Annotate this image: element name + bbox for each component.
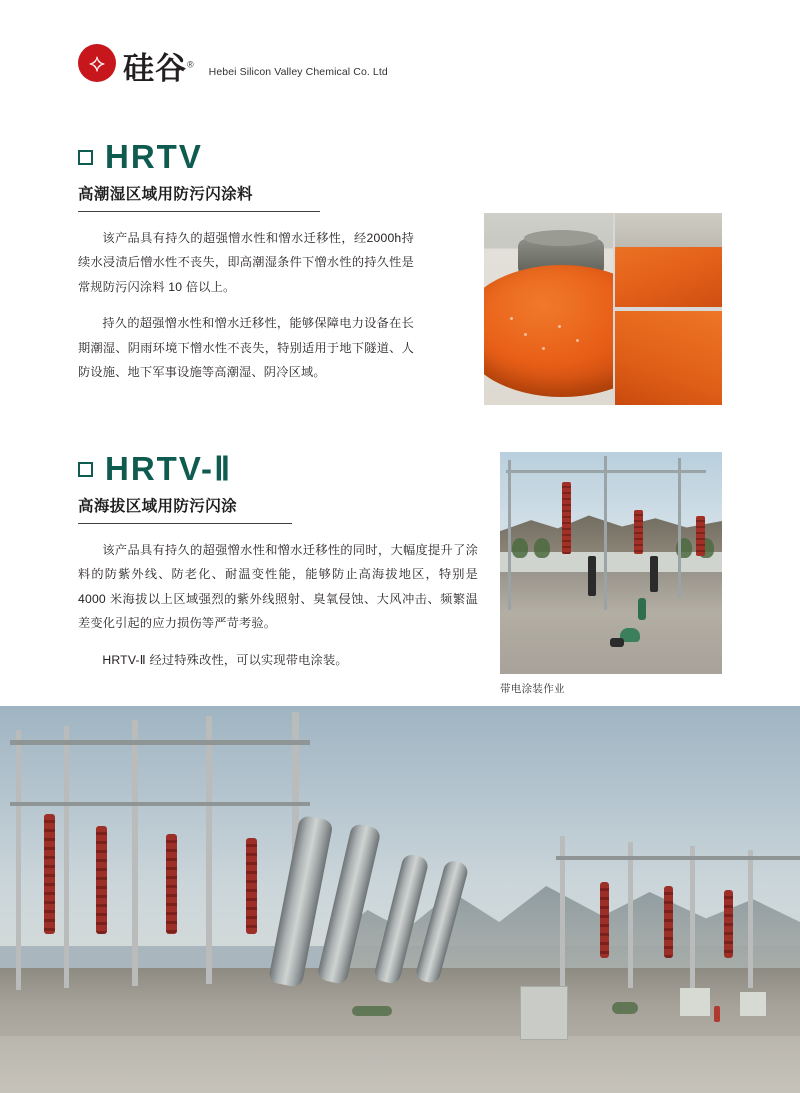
- red-insulator-column: [562, 482, 571, 554]
- registered-trademark-icon: ®: [187, 59, 195, 70]
- brand-header: [78, 44, 388, 86]
- steel-gantry-post: [206, 716, 212, 984]
- gantry-crossbeam: [10, 740, 310, 745]
- steel-gantry-post: [628, 842, 633, 988]
- water-droplet: [576, 339, 579, 342]
- red-insulator-column: [44, 814, 55, 934]
- black-bushing: [588, 556, 596, 596]
- section-hrtv2-subtitle: 高海拔区域用防污闪涂: [78, 498, 238, 515]
- equipment-bag: [610, 638, 624, 647]
- red-insulator-column: [96, 826, 107, 934]
- red-insulator-column: [664, 886, 673, 958]
- water-droplet: [558, 325, 561, 328]
- steel-gantry-post: [604, 456, 607, 610]
- steel-gantry-post: [16, 730, 21, 990]
- water-droplet: [524, 333, 527, 336]
- black-bushing: [650, 556, 658, 592]
- tree: [512, 538, 528, 558]
- section-hrtv-paragraph-1: 该产品具有持久的超强憎水性和憎水迁移性，经2000h持续水浸渍后憎水性不丧失，即高潮湿条件下憎水性的持久性是常规防污闪涂料 10 倍以上。: [78, 231, 414, 294]
- steel-gantry-post: [64, 726, 69, 988]
- section-hrtv2-paragraph-1: 该产品具有持久的超强憎水性和憎水迁移性的同时，大幅度提升了涂料的防紫外线、防老化、耐温变性能，能够防止高海拔地区，特别是 4000 米海拔以上区域强烈的紫外线照射、臭氧侵蚀、大风冲击、频繁温差变化引起的应力损伤等严苛考验。: [78, 543, 478, 631]
- section-hrtv2: [78, 452, 478, 672]
- red-insulator-column: [724, 890, 733, 958]
- square-bullet-icon: [78, 150, 93, 165]
- company-name-cn: [123, 53, 195, 84]
- logo-glyph: ⟡: [88, 48, 106, 77]
- red-insulator-column: [600, 882, 609, 958]
- section-hrtv2-divider: [78, 523, 292, 524]
- gantry-crossbeam: [10, 802, 310, 806]
- company-name-cn-text: 硅谷: [123, 51, 187, 86]
- equipment-box: [680, 988, 710, 1016]
- substation-panorama-photo: [0, 706, 800, 1093]
- equipment-box: [740, 992, 766, 1016]
- water-droplet: [510, 317, 513, 320]
- access-road: [0, 1036, 800, 1093]
- section-hrtv-title-row: [78, 140, 414, 173]
- section-hrtv-title: HRTV: [105, 138, 203, 175]
- shrub: [352, 1006, 392, 1016]
- red-insulator-column: [634, 510, 643, 554]
- red-insulator-column: [246, 838, 257, 934]
- square-bullet-icon: [78, 462, 93, 477]
- red-insulator-column: [166, 834, 177, 934]
- insulator-closeup: [484, 213, 613, 405]
- ground-region: [500, 572, 722, 674]
- company-name-en: Hebei Silicon Valley Chemical Co. Ltd: [208, 66, 388, 78]
- section-hrtv: [78, 140, 414, 384]
- section-hrtv-body: [78, 226, 414, 384]
- steel-gantry-post: [678, 458, 681, 598]
- red-insulator-column: [696, 516, 705, 556]
- steel-gantry-post: [690, 846, 695, 988]
- steel-gantry-post: [132, 720, 138, 986]
- photo-caption: 带电涂装作业: [500, 683, 565, 695]
- control-cabinet: [520, 986, 568, 1040]
- section-hrtv2-body: [78, 538, 478, 672]
- steel-gantry-post: [748, 850, 753, 988]
- steel-gantry-post: [508, 460, 511, 610]
- section-hrtv2-title: HRTV-Ⅱ: [105, 450, 233, 487]
- worker: [714, 1006, 720, 1022]
- company-logo-mark: [78, 44, 116, 82]
- worker-standing: [638, 598, 646, 620]
- section-hrtv-subtitle: 高潮湿区域用防污闪涂料: [78, 186, 253, 203]
- tree: [534, 538, 550, 558]
- gantry-crossbeam: [506, 470, 706, 473]
- section-hrtv-divider: [78, 211, 320, 212]
- gantry-crossbeam: [556, 856, 800, 860]
- section-hrtv2-title-row: [78, 452, 478, 485]
- section-hrtv-paragraph-2: 持久的超强憎水性和憎水迁移性，能够保障电力设备在长期潮湿、阴雨环境下憎水性不丧失，特别适用于地下隧道、人防设施、地下军事设施等高潮湿、阴冷区域。: [78, 316, 414, 380]
- orange-coated-insulator-photo: [484, 213, 722, 405]
- shrub: [612, 1002, 638, 1014]
- section-hrtv2-paragraph-2: HRTV-Ⅱ 经过特殊改性，可以实现带电涂装。: [102, 652, 348, 667]
- water-droplet: [542, 347, 545, 350]
- coating-detail-top: [615, 213, 722, 307]
- live-coating-work-photo: [500, 452, 722, 674]
- insulator-coated-skirt: [484, 265, 613, 397]
- coating-detail-bottom: [615, 311, 722, 405]
